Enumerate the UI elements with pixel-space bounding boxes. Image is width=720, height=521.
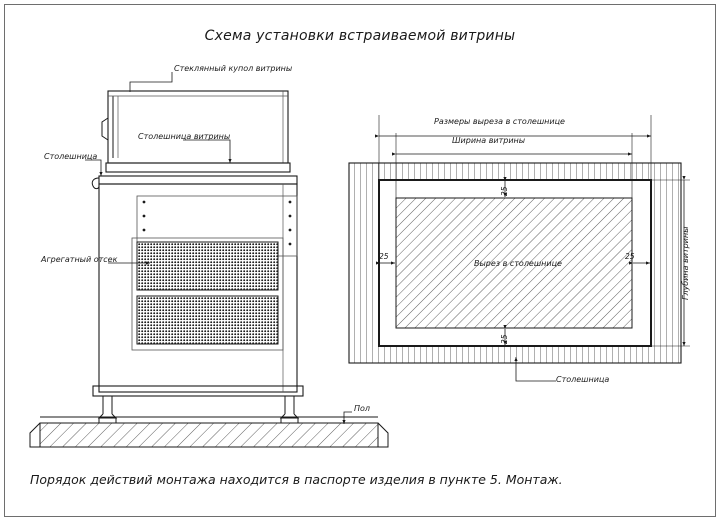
label-showcase-width: Ширина витрины [452,136,526,145]
label-cutout-dimensions: Размеры выреза в столешнице [434,117,565,126]
dimension-left-25: 25 [379,252,389,261]
label-worktop-left: Столешница [44,152,98,161]
label-glass-dome: Стеклянный купол витрины [174,64,293,73]
label-cutout-in-worktop: Вырез в столешнице [474,259,562,268]
label-floor: Пол [354,404,371,413]
dimension-top-25: 25 [500,186,509,196]
label-machine-compartment: Агрегатный отсек [41,255,118,264]
dimension-bottom-25: 25 [500,334,509,344]
label-showcase-worktop: Столешница витрины [138,132,231,141]
dimension-right-25: 25 [625,252,635,261]
footer-note: Порядок действий монтажа находится в паспорте изделия в пункте 5. Монтаж. [30,472,563,487]
label-showcase-depth: Глубина витрины [681,226,690,300]
label-worktop-right: Столешница [556,375,610,384]
page-title: Схема установки встраиваемой витрины [204,28,516,44]
